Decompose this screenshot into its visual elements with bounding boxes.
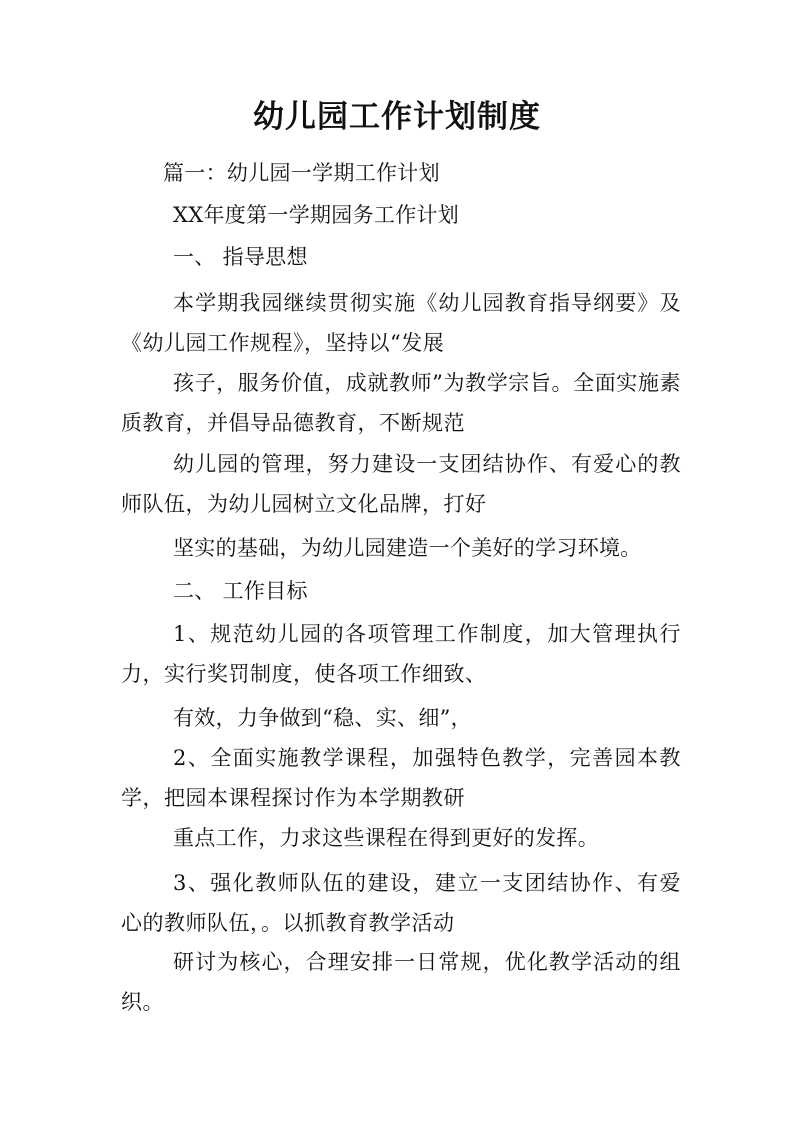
section-heading-guiding-ideology: 一、 指导思想 <box>173 245 308 269</box>
plan-subtitle: XX年度第一学期园务工作计划 <box>173 203 460 227</box>
paragraph-goal-1: 1、规范幼儿园的各项管理工作制度，加大管理执行力，实行奖罚制度，使各项工作细致、 <box>121 622 681 686</box>
paragraph-goal-3-cont: 研讨为核心，合理安排一日常规，优化教学活动的组织。 <box>121 950 681 1014</box>
paragraph-guiding-2: 孩子，服务价值，成就教师”为教学宗旨。全面实施素质教育，并倡导品德教育，不断规范 <box>121 371 681 435</box>
paragraph-goal-1-cont: 有效，力争做到“稳、实、细”， <box>173 706 472 730</box>
paragraph-guiding-4: 坚实的基础，为幼儿园建造一个美好的学习环境。 <box>173 536 642 560</box>
paragraph-goal-2-cont: 重点工作，力求这些课程在得到更好的发挥。 <box>173 826 599 850</box>
section-heading-work-goals: 二、 工作目标 <box>173 579 308 603</box>
paragraph-guiding-1: 本学期我园继续贯彻实施《幼儿园教育指导纲要》及《幼儿园工作规程》，坚持以“发展 <box>121 291 681 355</box>
paragraph-guiding-3: 幼儿园的管理，努力建设一支团结协作、有爱心的教师队伍，为幼儿园树立文化品牌，打好 <box>121 452 681 516</box>
paragraph-goal-2: 2、全面实施教学课程，加强特色教学，完善园本教学，把园本课程探讨作为本学期教研 <box>121 746 681 810</box>
document-title: 幼儿园工作计划制度 <box>253 99 541 135</box>
section-heading-chapter: 篇一：幼儿园一学期工作计划 <box>163 161 440 185</box>
paragraph-goal-3: 3、强化教师队伍的建设，建立一支团结协作、有爱心的教师队伍，。以抓教育教学活动 <box>121 871 681 935</box>
